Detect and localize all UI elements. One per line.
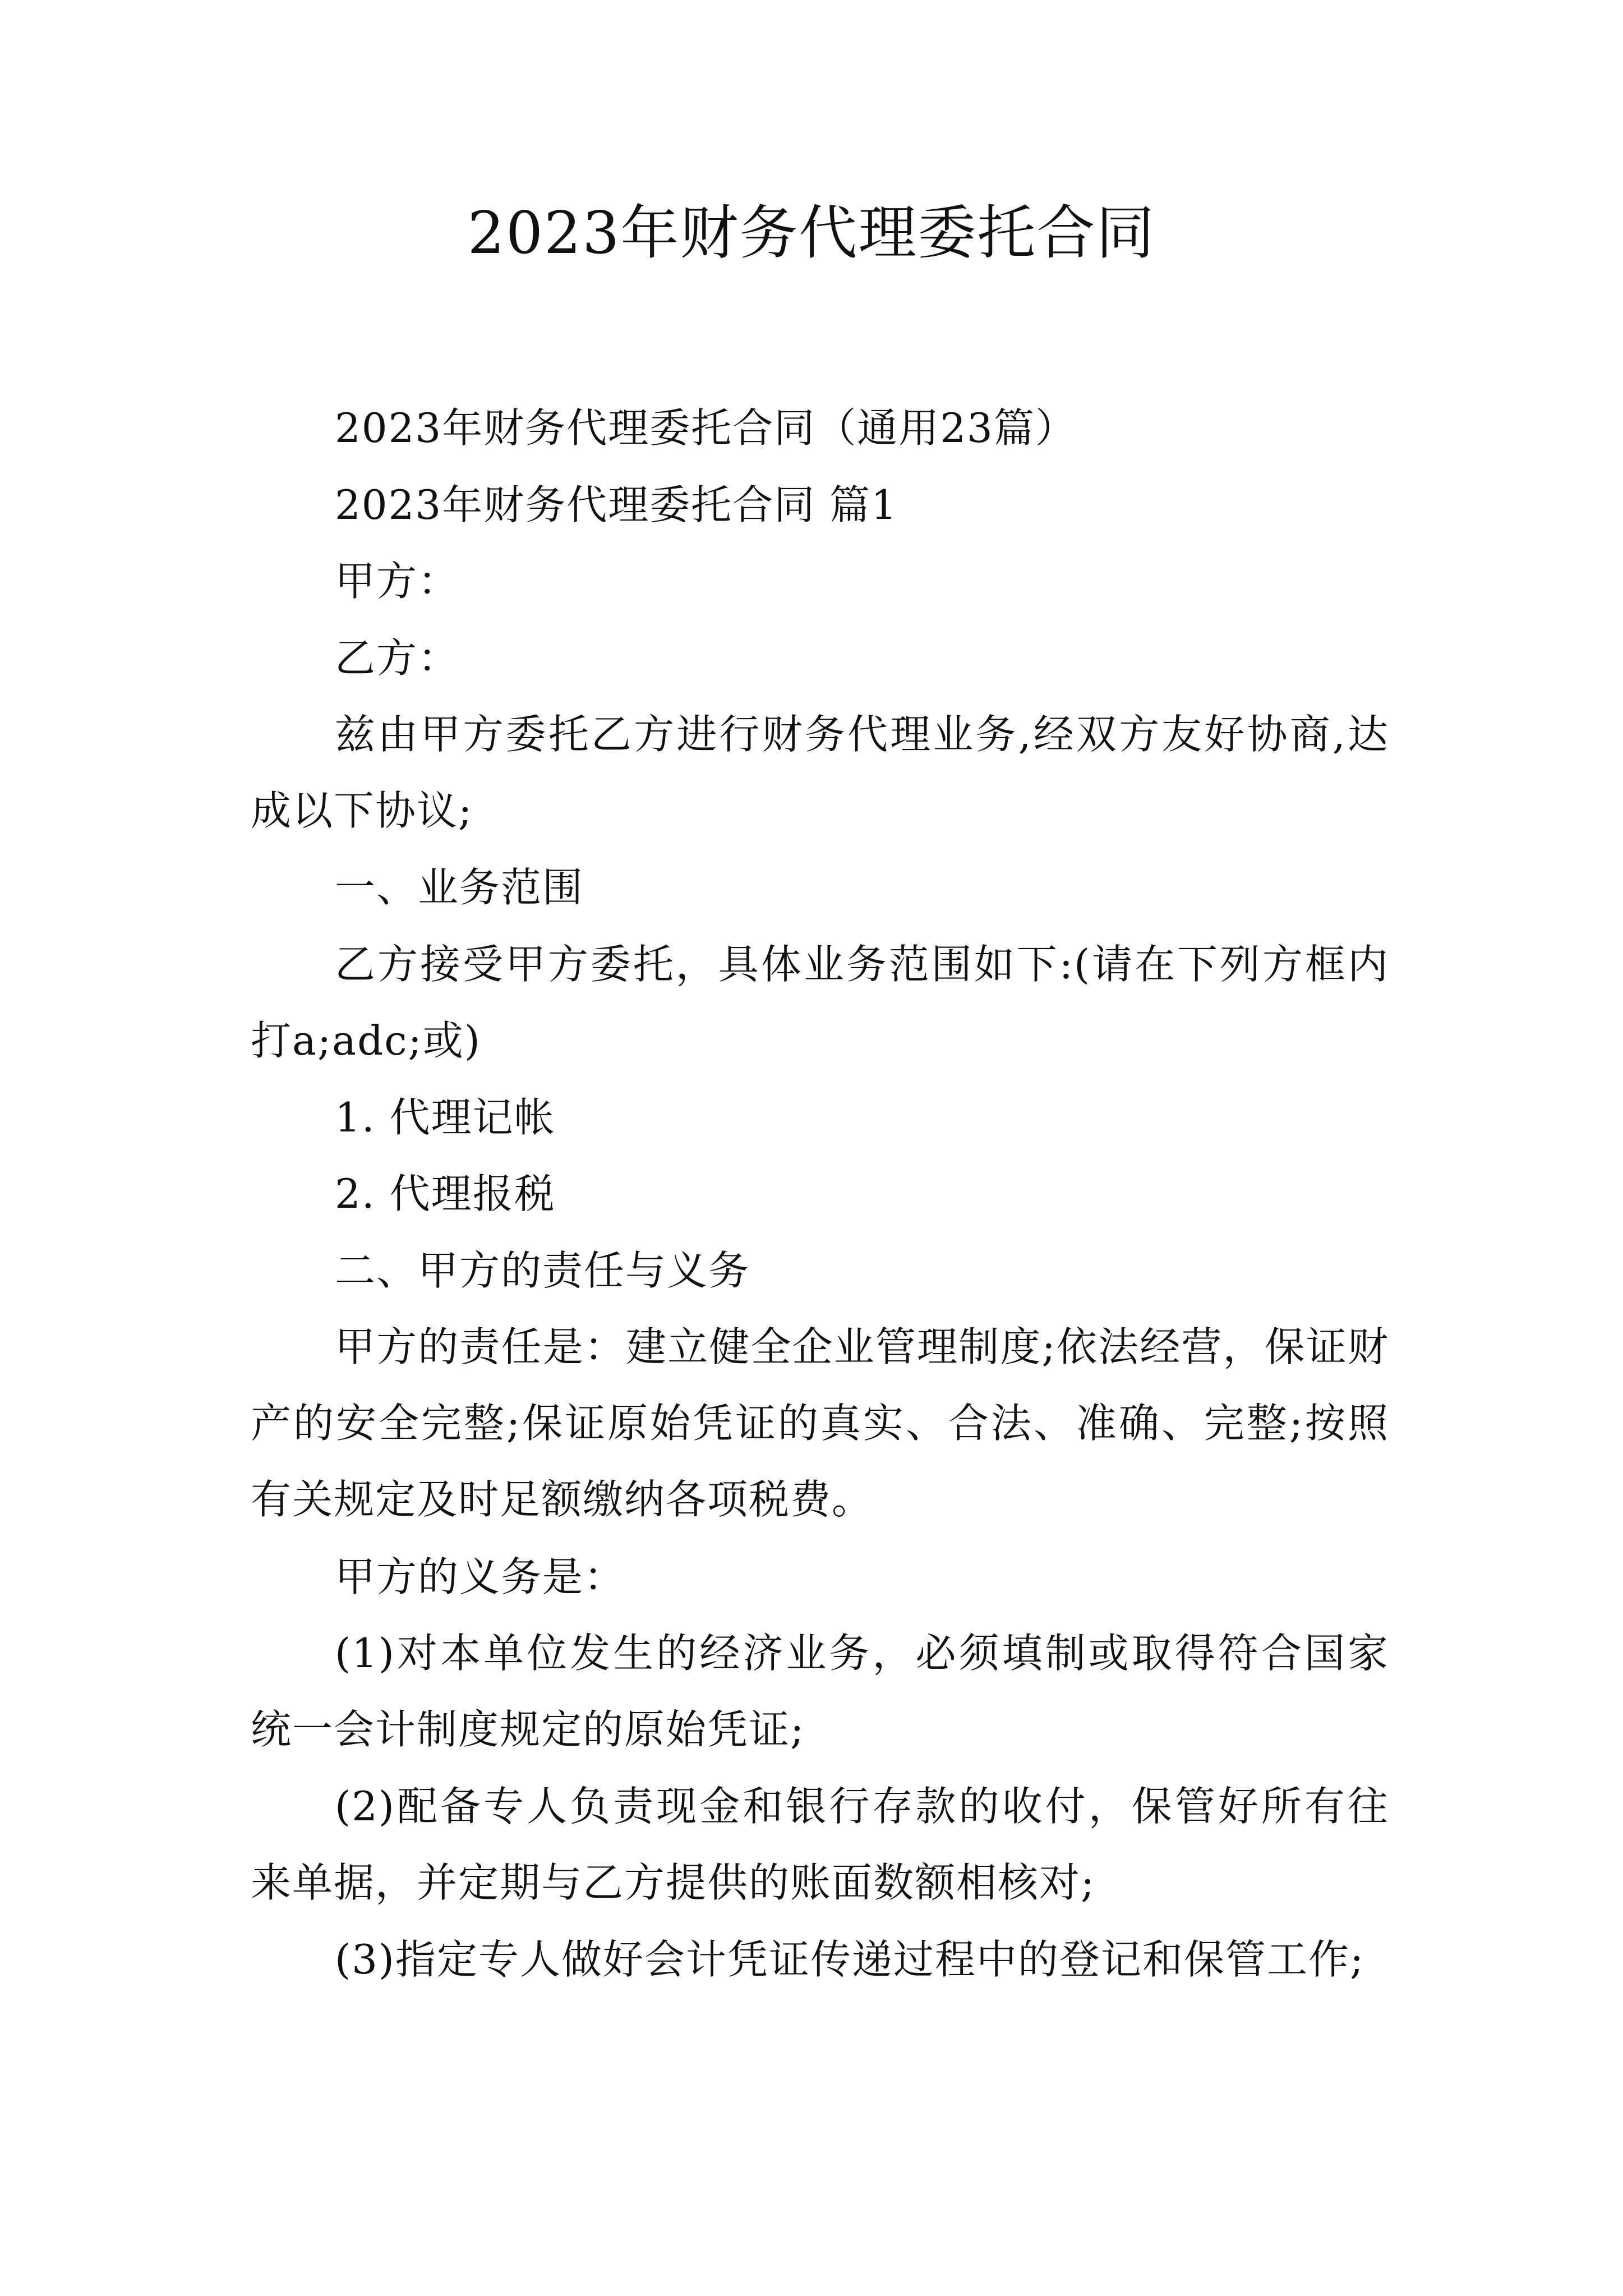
paragraph-obligations-label: 甲方的义务是： <box>335 1553 626 1600</box>
paragraph-obligation-3: (3)指定专人做好会计凭证传递过程中的登记和保管工作; <box>335 1936 1365 1983</box>
paragraph-party-a: 甲方： <box>335 558 460 605</box>
paragraph-obligation-2: (2)配备专人负责现金和银行存款的收付，保管好所有往来单据，并定期与乙方提供的账面数额相核对; <box>251 1783 1389 1906</box>
paragraph-heading-scope: 一、业务范围 <box>335 864 584 911</box>
paragraph-obligation-1: (1)对本单位发生的经济业务，必须填制或取得符合国家统一会计制度规定的原始凭证; <box>251 1630 1389 1753</box>
paragraph-preamble: 兹由甲方委托乙方进行财务代理业务,经双方友好协商,达成以下协议; <box>251 711 1389 834</box>
paragraph-party-b: 乙方： <box>335 634 460 682</box>
document-title: 2023年财务代理委托合同 <box>467 199 1156 267</box>
paragraph-section-heading: 2023年财务代理委托合同 篇1 <box>335 481 898 528</box>
paragraph-responsibilities: 甲方的责任是：建立健全企业管理制度;依法经营，保证财产的安全完整;保证原始凭证的真实、合法、准确、完整;按照有关规定及时足额缴纳各项税费。 <box>251 1323 1389 1523</box>
paragraph-scope-desc: 乙方接受甲方委托，具体业务范围如下:(请在下列方框内打a;adc;或) <box>251 941 1389 1064</box>
list-item-bookkeeping: 1. 代理记帐 <box>335 1094 556 1141</box>
paragraph-subtitle: 2023年财务代理委托合同（通用23篇） <box>335 404 1077 452</box>
list-item-tax-filing: 2. 代理报税 <box>335 1170 556 1217</box>
paragraph-heading-duties: 二、甲方的责任与义务 <box>335 1247 750 1294</box>
